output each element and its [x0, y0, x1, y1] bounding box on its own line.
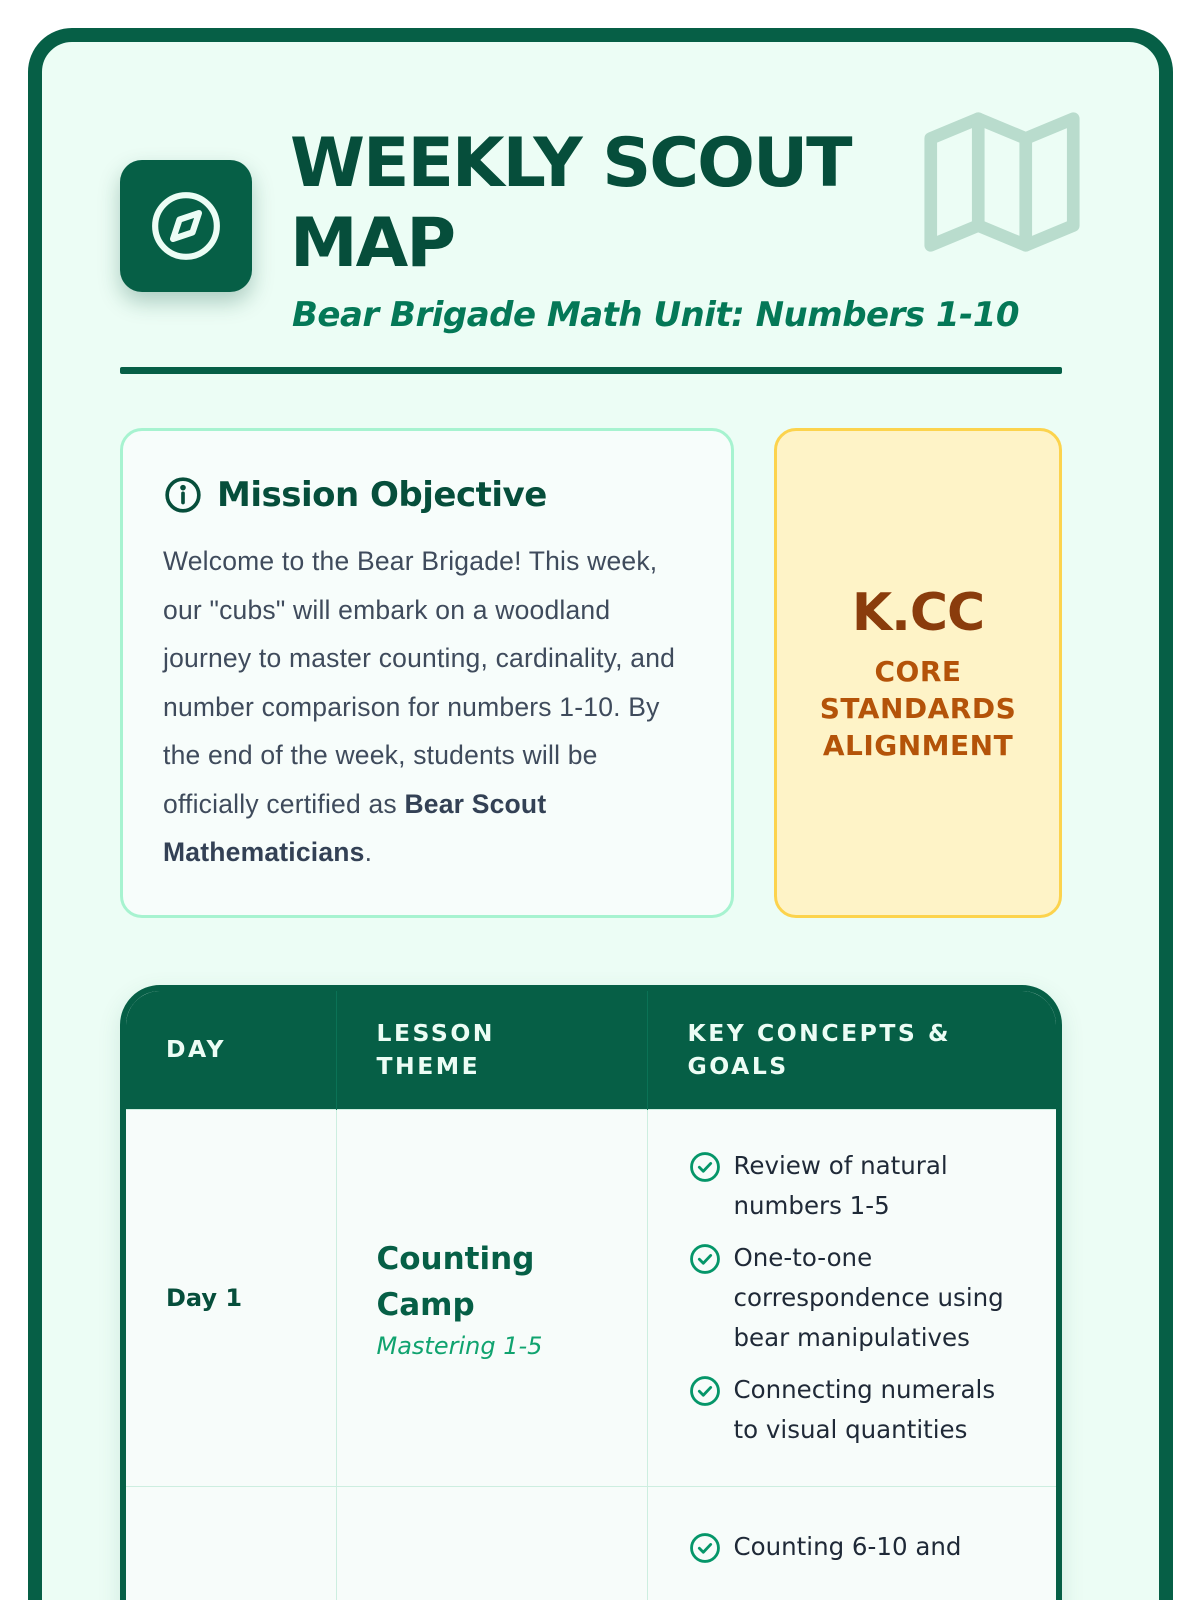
check-circle-icon [688, 1242, 722, 1276]
goal-item [688, 1527, 1027, 1567]
page-subtitle: Bear Brigade Math Unit: Numbers 1-10 [292, 295, 1020, 335]
goal-text: Review of natural numbers 1-5 [733, 1150, 948, 1220]
theme-cell [336, 1486, 647, 1600]
header-lesson-theme: LESSON THEME [336, 991, 647, 1109]
goal-text: Connecting numerals to visual quantities [733, 1374, 996, 1444]
table-row [126, 1109, 1056, 1486]
mission-end: . [364, 837, 373, 867]
header-day: DAY [126, 991, 336, 1109]
standard-code: K.CC [851, 582, 985, 643]
header-divider [120, 367, 1062, 374]
lesson-table [120, 985, 1062, 1600]
goal-item [688, 1146, 1027, 1226]
standards-card [774, 428, 1062, 918]
standard-label: CORE STANDARDS ALIGNMENT [819, 654, 1017, 762]
goal-item [688, 1238, 1027, 1358]
mission-card [120, 428, 734, 918]
theme-cell [336, 1109, 647, 1486]
logo-tile [120, 160, 252, 292]
theme-subtitle: Mastering 1-5 [376, 1331, 543, 1360]
day-cell [126, 1486, 336, 1600]
page-title: WEEKLY SCOUT MAP [290, 124, 851, 283]
mission-body: Welcome to the Bear Brigade! This week, our "cubs" will embark on a woodland journey to master counting, cardinality, and number comparison for numbers 1-10. By the end of the week, students will be officially certified as [163, 546, 676, 819]
compass-icon [149, 189, 223, 263]
table-row [126, 1486, 1056, 1600]
goal-text: Counting 6-10 and [733, 1531, 962, 1561]
mission-title: Mission Objective [217, 475, 547, 515]
theme-name: Counting Camp [376, 1240, 535, 1323]
header-key-concepts: KEY CONCEPTS & GOALS [647, 991, 1056, 1109]
goals-cell [647, 1109, 1056, 1486]
check-circle-icon [688, 1531, 722, 1565]
mission-text [163, 537, 691, 877]
table-header-row [126, 991, 1056, 1109]
mission-highlight: Bear Scout Mathematicians [163, 788, 547, 867]
check-circle-icon [688, 1150, 722, 1184]
goal-text: One-to-one correspondence using bear manipulatives [733, 1242, 1004, 1352]
goals-cell [647, 1486, 1056, 1600]
day-cell: Day 1 [126, 1109, 336, 1486]
check-circle-icon [688, 1374, 722, 1408]
goal-item [688, 1370, 1027, 1450]
info-circle-icon [163, 475, 203, 515]
mission-header [163, 475, 691, 515]
scout-map-sheet [28, 28, 1173, 1600]
